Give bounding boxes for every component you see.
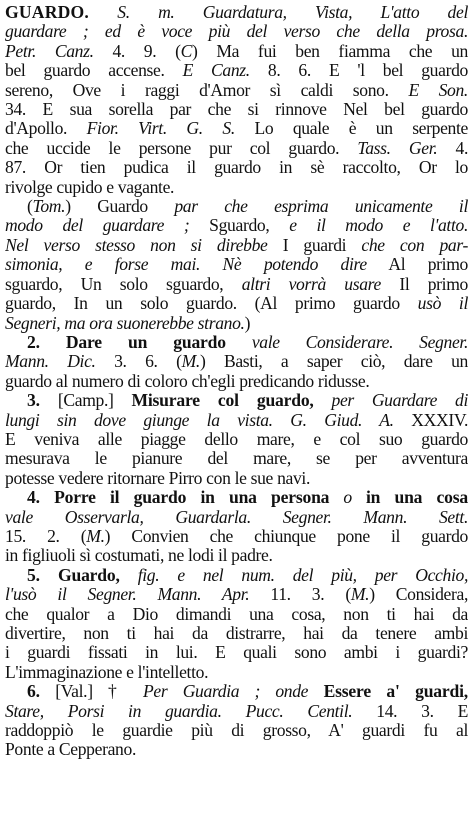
text-run: 14. 3. E [352,701,468,721]
text-line [5,546,468,565]
text-run: M. [86,526,105,546]
text-run: ) Guardo [65,197,175,217]
text-run: che con par- [361,235,468,255]
text-run: modo del guardare ; [5,216,190,236]
text-line [5,449,468,468]
text-run: [Camp.] [57,391,132,411]
text-run: altri vorrà usare [241,274,381,294]
text-run: o [329,488,366,508]
text-run: 4. Porre il guardo in una persona [27,488,330,508]
text-run: Segneri, ma ora suonerebbe strano. [5,313,245,333]
text-line [5,294,468,313]
text-line [5,566,468,585]
text-run: 5. Guardo, [27,565,120,585]
text-run: Lo quale è un serpente [234,119,468,139]
text-line [5,61,468,80]
text-run: Mann. Dic. [5,352,96,372]
text-run: S. m. Guardatura, Vista, L'atto del [89,3,468,22]
text-line [5,42,468,61]
text-run: i guardi fissati in lui. E quali sono ambi i guardi? [5,643,468,663]
text-line [5,314,468,333]
text-run: per Guardare di [313,391,468,411]
text-line [5,585,468,604]
text-line [5,527,468,546]
text-line [5,508,468,527]
text-line [5,721,468,740]
text-run: sguardo, Un solo sguardo, [5,274,242,294]
text-run: [Val.] † [55,682,144,702]
text-run: potesse vedere ritornare Pirro con le sue navi. [5,468,311,488]
text-run: Nel verso stesso non si direbbe [5,235,268,255]
text-run: ) Convien che chiunque pone il guardo [104,526,468,546]
text-run: M. [350,585,370,605]
text-run: sereno, Ove i raggi d'Amor sì caldi sono. [5,80,409,100]
text-run: in una cosa [365,488,468,508]
text-line [5,3,468,22]
text-run: 34. E sua sorella par che si rinnove Nel bel guardo [5,100,468,120]
text-run: Essere a' guardi, [308,682,468,702]
text-run: par che esprima unicamente il [174,197,468,217]
text-run: Ponte a Cepperano. [5,740,136,760]
text-run: e il modo e l'atto. [289,216,468,236]
text-line [5,178,468,197]
text-line [5,702,468,721]
text-run: fig. e nel num. del più, per Occhio, [119,565,468,585]
text-run: L'immaginazione e l'intelletto. [5,662,209,682]
text-run: 3. [27,391,58,411]
text-run: ) Considera, [369,585,468,605]
text-line [5,216,468,235]
text-run: E veniva alle piagge dello mare, e col suo guardo [5,429,468,449]
text-line [5,197,468,216]
text-line [5,605,468,624]
text-run: Petr. Canz. [5,41,94,61]
text-line [5,430,468,449]
text-run: Tom. [32,197,66,217]
text-run: 87. Or tien pudica il guardo in sè raccolto, Or lo [5,158,468,178]
text-run: M. [181,352,200,372]
text-run: lungi sin dove giunge la vista. G. Giud. A. [5,410,394,430]
text-run: 3. 6. ( [95,352,182,372]
text-run: in figliuoli sì costumati, ne lodi il padre. [5,546,273,566]
text-run: Per Guardia ; onde [143,682,309,702]
text-line [5,333,468,352]
text-run: che qualor a Dio dimandi una cosa, non ti hai da [5,604,468,624]
text-line [5,139,468,158]
text-run: vale Osservarla, Guardarla. Segner. Mann. Sett. [5,507,468,527]
text-line [5,740,468,759]
text-line [5,663,468,682]
text-line [5,411,468,430]
text-line [5,352,468,371]
text-run: Stare, Porsi in guardia. Pucc. Centil. [5,701,353,721]
text-line [5,100,468,119]
dictionary-entry-guardo [5,3,468,760]
text-line [5,643,468,662]
text-line [5,275,468,294]
text-line [5,469,468,488]
text-run: rivolge cupido e vagante. [5,177,175,197]
text-run: ) Basti, a saper ciò, dare un [199,352,468,372]
text-run: 6. [27,682,56,702]
text-line [5,81,468,100]
text-run: divertire, non ti hai da distrarre, hai da tenere ambi [5,624,468,643]
text-run: Fior. Virt. G. S. [86,119,235,139]
text-line [5,624,468,643]
text-run: ( [27,197,33,217]
text-run: Sguardo, [189,216,290,236]
text-line [5,372,468,391]
text-line [5,158,468,177]
text-run: d'Apollo. [5,119,87,139]
text-run: l'usò il Segner. Mann. Apr. [5,585,250,605]
text-run: guardo, In un solo guardo. (Al primo guardo [5,294,418,314]
text-run: 4. [437,138,468,158]
text-run: E Son. [408,80,468,100]
text-run: E Canz. [182,61,250,81]
text-run: 11. 3. ( [249,585,351,605]
text-run: XXXIV. [393,410,468,430]
text-run: Il primo [380,274,468,294]
text-run: che uccide le persone pur col guardo. [5,138,358,158]
text-run: Tass. Ger. [357,138,438,158]
text-line [5,119,468,138]
text-run: usò il [417,294,468,314]
text-run: 15. 2. ( [5,526,87,546]
text-run: ) Ma fui ben fiamma che un [192,41,468,61]
text-run: vale Considerare. Segner. [225,332,468,352]
text-run: 8. 6. E 'l bel guardo [249,61,468,81]
text-run: I guardi [267,235,362,255]
text-line [5,682,468,701]
text-line [5,22,468,41]
text-run: 4. 9. ( [93,41,181,61]
text-run: raddoppiò le guardie più di grosso, A' guardi fu al [5,721,468,741]
text-run: guardare ; ed è voce più del verso che della prosa. [5,22,468,42]
text-run: Misurare col guardo, [131,391,314,411]
text-run: guardo al numero di coloro ch'egli predicando ridusse. [5,371,370,391]
text-run: Al primo [366,255,468,275]
text-line [5,488,468,507]
text-run: C [180,41,193,61]
text-run: simonia, e forse mai. Nè potendo dire [5,255,367,275]
text-run: 2. Dare un guardo [27,332,226,352]
text-line [5,391,468,410]
text-line [5,236,468,255]
text-run: ) [244,313,251,333]
text-run: bel guardo accense. [5,61,183,81]
text-line [5,255,468,274]
text-run: GUARDO. [5,3,89,22]
text-run: mesurava le pianure del mare, se per avventura [5,449,468,469]
